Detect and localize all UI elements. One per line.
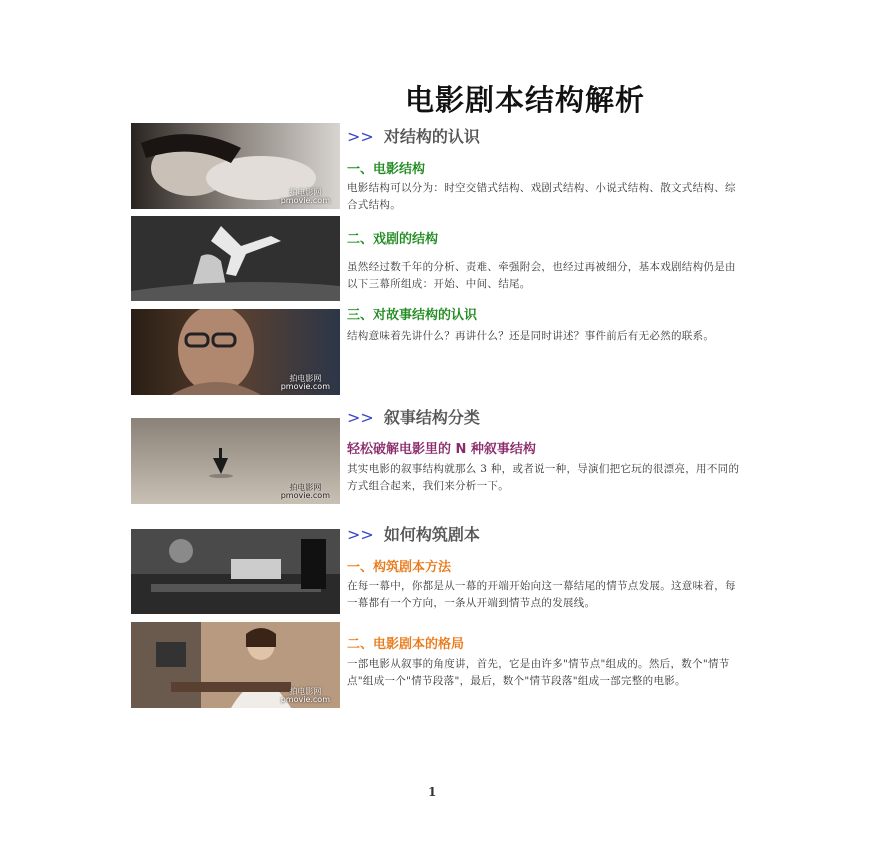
photo-spinning-top (131, 418, 340, 504)
page-number: 1 (428, 785, 437, 799)
subtitle-narrative-types: 轻松破解电影里的 N 种叙事结构 (347, 442, 536, 457)
paragraph-narrative-types: 其实电影的叙事结构就那么 3 种，或者说一种，导演们把它玩的很漂亮，用不同的方式组合起来，我们来分析一下。 (347, 463, 740, 492)
photo-couple (131, 123, 340, 209)
watermark-line1: 拍电影网 (289, 188, 322, 197)
page-title: 电影剧本结构解析 (404, 83, 645, 117)
paragraph-build-method: 在每一幕中，你都是从一幕的开端开始向这一幕结尾的情节点发展。这意味着，每一幕都有一个方向，一条从开端到情节点的发展线。 (347, 580, 736, 609)
paragraph-film-structure: 电影结构可以分为：时空交错式结构、戏剧式结构、小说式结构、散文式结构、综合式结构。 (347, 182, 736, 211)
section-arrow: >> (347, 408, 374, 427)
photo-woman-at-desk (131, 622, 340, 708)
subtitle-story-structure: 三、对故事结构的认识 (347, 308, 478, 323)
photo-office-scene (131, 529, 340, 614)
photo-old-man (131, 309, 340, 395)
section-arrow: >> (347, 525, 374, 544)
paragraph-script-layout: 一部电影从叙事的角度讲，首先，它是由许多"情节点"组成的。然后，数个"情节点"组成一个"情节段落"，最后，数个"情节段落"组成一部完整的电影。 (347, 658, 730, 687)
subtitle-build-method: 一、构筑剧本方法 (347, 560, 452, 575)
subtitle-script-layout: 二、电影剧本的格局 (347, 637, 465, 652)
section-heading-narrative: >> 叙事结构分类 (347, 408, 480, 427)
paragraph-drama-structure: 虽然经过数千年的分析、责难、牵强附会，也经过再被细分，基本戏剧结构仍是由以下三幕所组成：开始、中间、结尾。 (347, 261, 736, 290)
watermark-line1: 拍电影网 (289, 687, 322, 696)
subtitle-film-structure: 一、电影结构 (347, 162, 426, 177)
section-arrow: >> (347, 127, 374, 146)
watermark-line2: pmovie.com (280, 382, 330, 391)
watermark-line2: pmovie.com (280, 491, 330, 500)
paragraph-story-structure: 结构意味着先讲什么？再讲什么？还是同时讲述？事件前后有无必然的联系。 (347, 330, 715, 342)
watermark-line1: 拍电影网 (289, 374, 322, 383)
photo-ballet (131, 216, 340, 301)
section-heading-structure: >> 对结构的认识 (347, 127, 480, 146)
watermark-line2: pmovie.com (280, 695, 330, 704)
subtitle-drama-structure: 二、戏剧的结构 (347, 232, 439, 247)
section-heading-build-script: >> 如何构筑剧本 (347, 525, 480, 544)
watermark-line1: 拍电影网 (289, 483, 322, 492)
watermark-line2: pmovie.com (280, 196, 330, 205)
